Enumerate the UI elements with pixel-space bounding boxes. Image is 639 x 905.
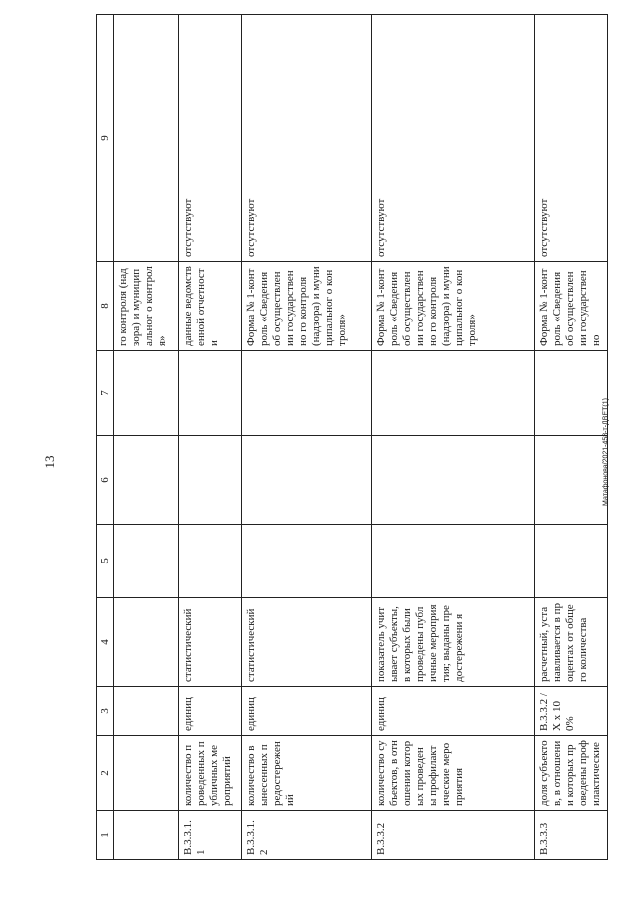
cell-empty	[114, 351, 179, 436]
cell-method: показатель учитывает субъекты, в которых были проведены публичные мероприятия; выданы предостережени я	[371, 598, 534, 687]
cell-unit: В.3.3.2 / Х x 100%	[534, 687, 607, 736]
cell-empty	[114, 15, 179, 262]
table-row-continuation	[114, 15, 179, 860]
cell-indicator: доля субъектов, в отношении которых проведены профилактические	[534, 736, 607, 811]
cell-col6	[371, 436, 534, 525]
cell-empty	[114, 736, 179, 811]
cell-unit: единиц	[179, 687, 242, 736]
table-row	[371, 15, 534, 860]
cell-indicator: количество субъектов, в отношении которых проведены профилактические мероприятия	[371, 736, 534, 811]
cell-indicator: количество проведенных публичных мероприятий	[179, 736, 242, 811]
cell-source: данные ведомственной отчетности	[179, 262, 242, 351]
header-cell-3: 3	[97, 687, 114, 736]
cell-indicator: количество вынесенных предостережений	[242, 736, 371, 811]
cell-note: отсутствуют	[179, 15, 242, 262]
cell-col7	[534, 351, 607, 436]
cell-col7	[242, 351, 371, 436]
header-cell-1: 1	[97, 811, 114, 860]
cell-source: Форма № 1-контроль «Сведения об осуществлении государственно го контроля (надзора) и муниципальног о контроля»	[371, 262, 534, 351]
document-code: Матафонова/2021-458-т-ДВЕТ(1)	[602, 398, 610, 506]
header-cell-5: 5	[97, 525, 114, 598]
cell-col6	[534, 436, 607, 525]
rotated-table-container	[96, 60, 608, 860]
cell-code: В.3.3.2	[371, 811, 534, 860]
cell-col7	[371, 351, 534, 436]
cell-source: Форма № 1-контроль «Сведения об осуществлении государственно го контроля (надзора) и муниципальног о контроля»	[242, 262, 371, 351]
table-row	[242, 15, 371, 860]
cell-col6	[179, 436, 242, 525]
cell-empty	[114, 525, 179, 598]
header-cell-6: 6	[97, 436, 114, 525]
table-row	[179, 15, 242, 860]
cell-source: го контроля (надзора) и муниципальног о контроля»	[114, 262, 179, 351]
cell-empty	[114, 436, 179, 525]
cell-unit: единиц	[371, 687, 534, 736]
cell-col6	[242, 436, 371, 525]
cell-col5	[371, 525, 534, 598]
cell-method: статистический	[242, 598, 371, 687]
page-number: 13	[42, 455, 57, 469]
cell-empty	[114, 598, 179, 687]
cell-method: статистический	[179, 598, 242, 687]
cell-col5	[242, 525, 371, 598]
table-header-row	[97, 15, 114, 860]
cell-code: В.3.3.1.1	[179, 811, 242, 860]
cell-col5	[534, 525, 607, 598]
cell-source: Форма № 1-контроль «Сведения об осуществлении государственно	[534, 262, 607, 351]
header-cell-7: 7	[97, 351, 114, 436]
cell-empty	[114, 687, 179, 736]
cell-note: отсутствуют	[242, 15, 371, 262]
header-cell-2: 2	[97, 736, 114, 811]
cell-code: В.3.3.3	[534, 811, 607, 860]
header-cell-4: 4	[97, 598, 114, 687]
cell-note: отсутствуют	[534, 15, 607, 262]
cell-col5	[179, 525, 242, 598]
cell-code: В.3.3.1.2	[242, 811, 371, 860]
cell-col7	[179, 351, 242, 436]
cell-note: отсутствуют	[371, 15, 534, 262]
indicators-table	[96, 14, 608, 860]
header-cell-8: 8	[97, 262, 114, 351]
table-row	[534, 15, 607, 860]
cell-unit: единиц	[242, 687, 371, 736]
cell-method: расчетный, устанавливается в процентах от общего количества	[534, 598, 607, 687]
cell-empty	[114, 811, 179, 860]
header-cell-9: 9	[97, 15, 114, 262]
